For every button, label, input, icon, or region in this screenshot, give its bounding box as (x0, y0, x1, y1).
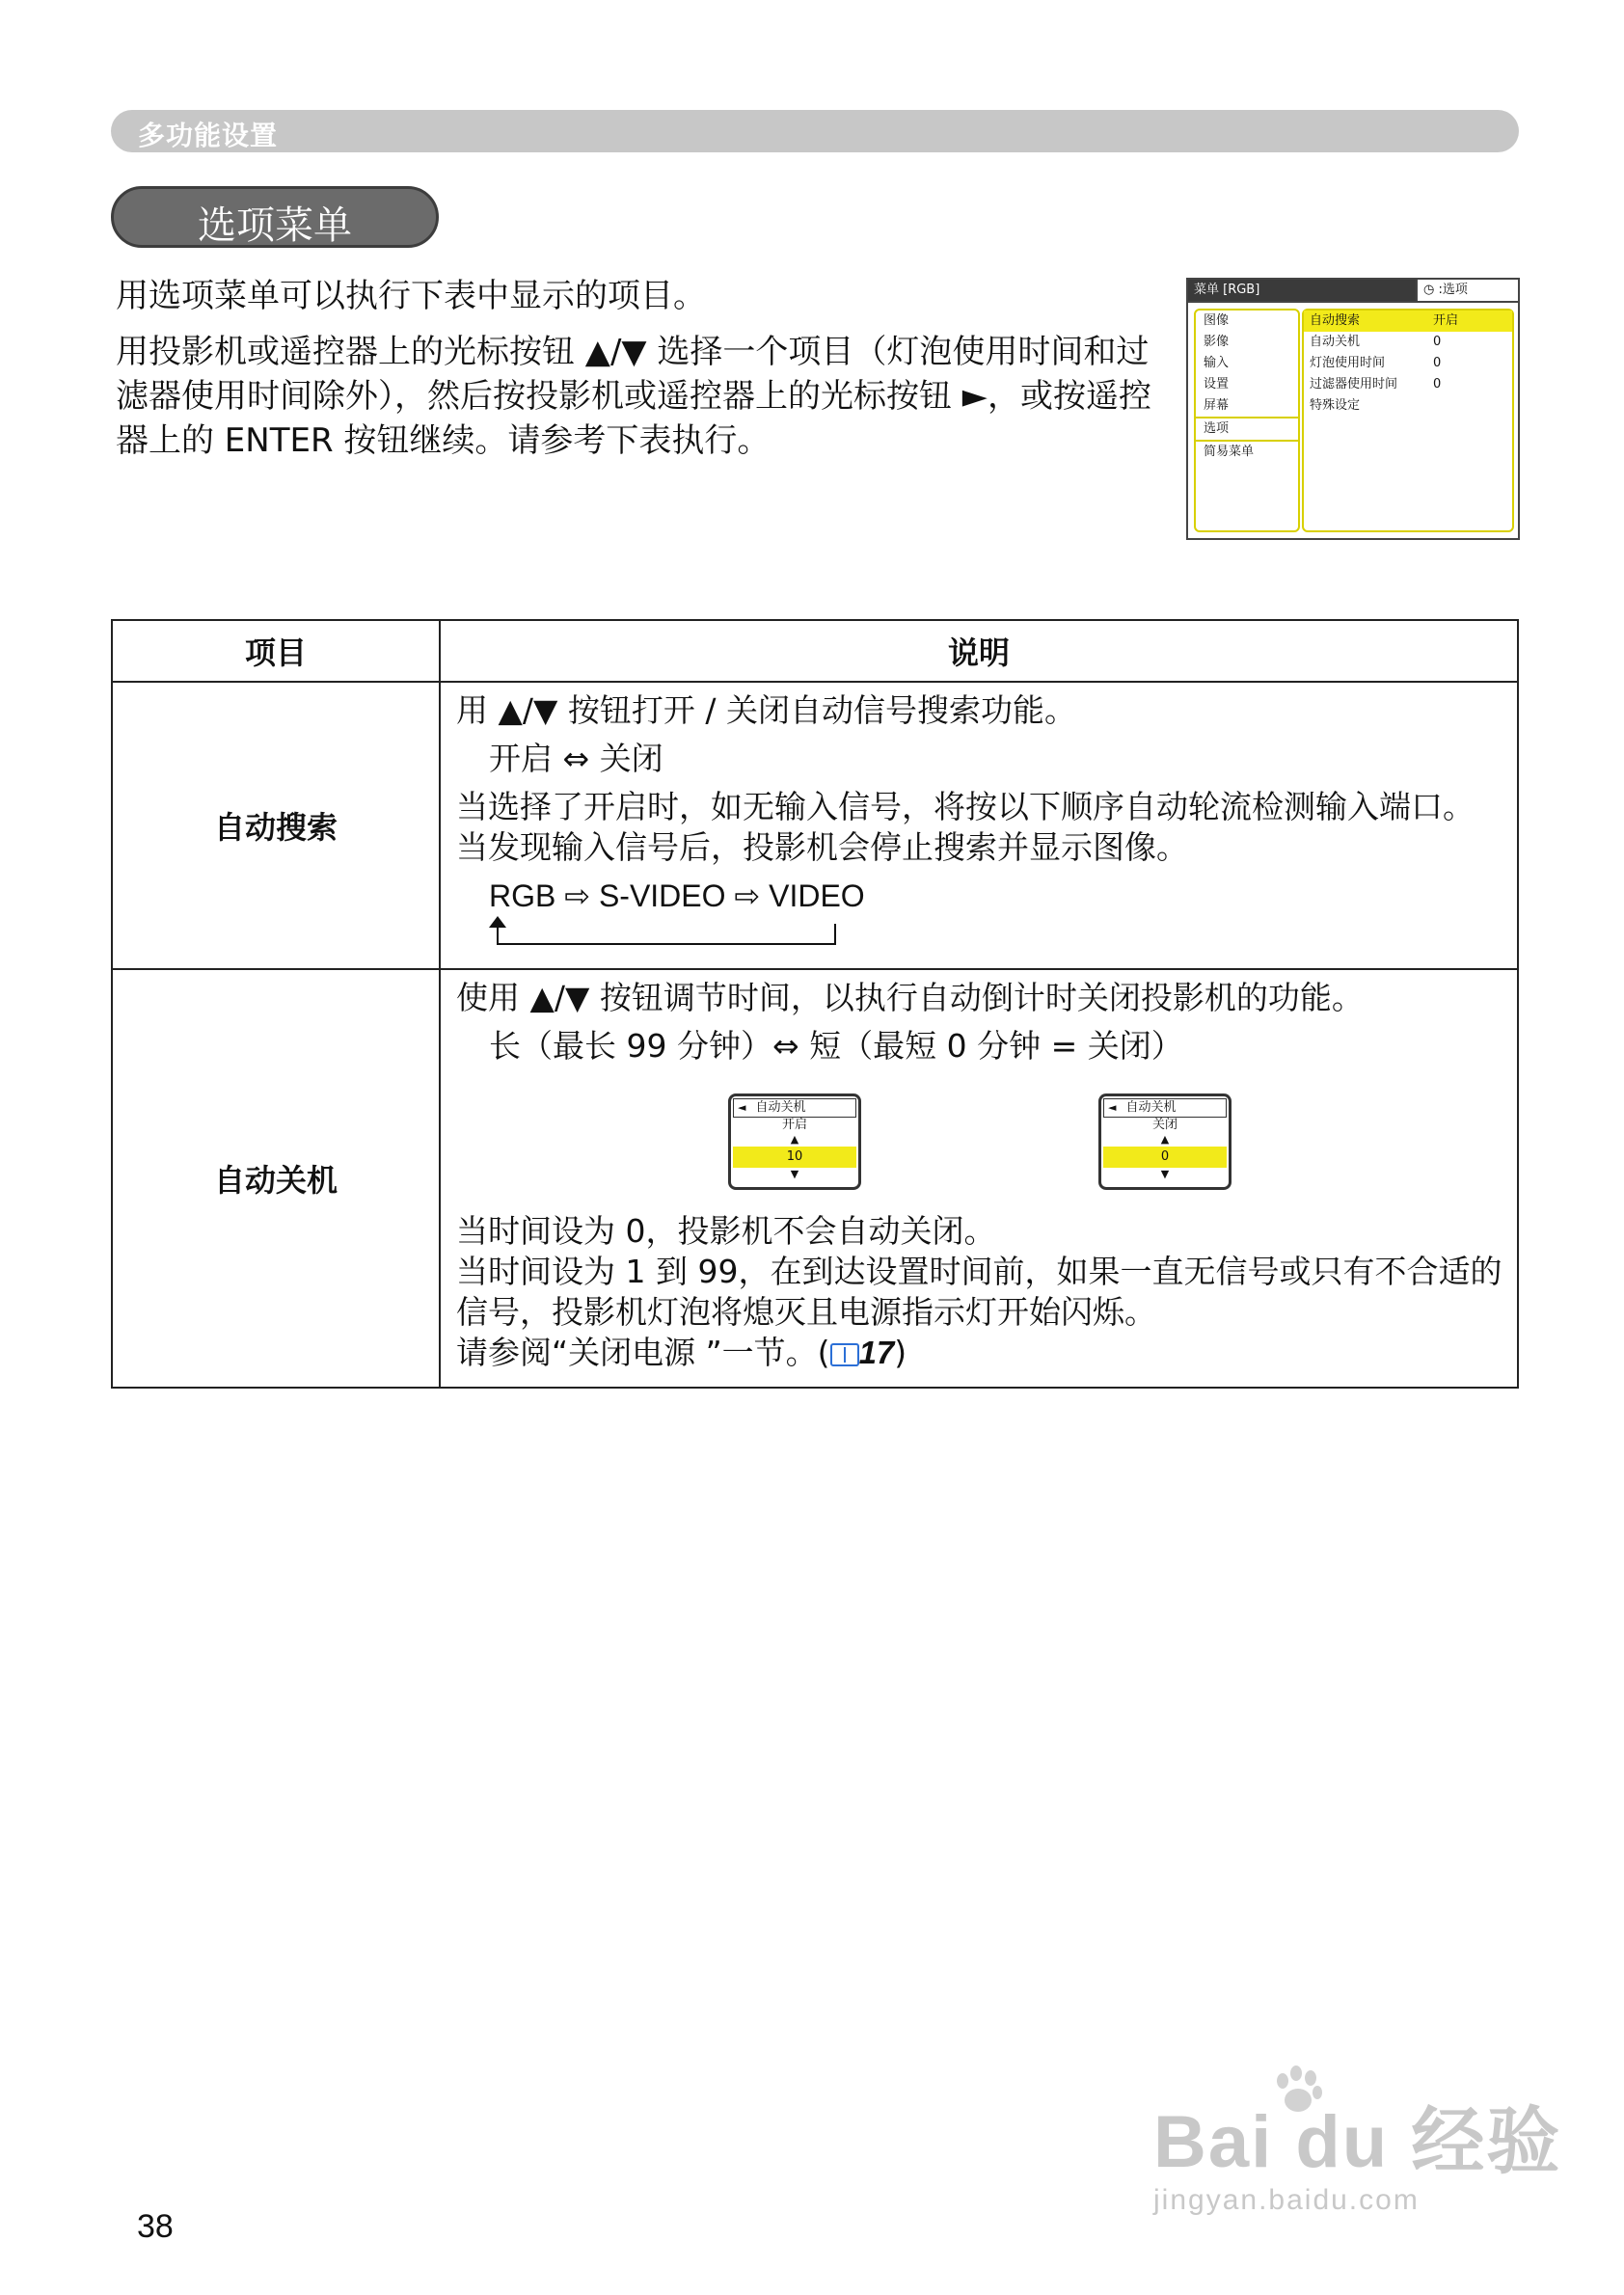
page-title-pill (111, 186, 439, 248)
back-arrow-icon: ◄ (738, 1101, 746, 1114)
osd-option-row: 过滤器使用时间 0 (1310, 377, 1442, 392)
page-title: 选项菜单 (198, 203, 352, 248)
page-number: 38 (137, 2208, 174, 2245)
osd-value: 10 (733, 1147, 856, 1168)
osd-menu-label: 菜单 [RGB] (1188, 280, 1416, 301)
osd-category-item: 输入 (1204, 356, 1230, 370)
page-reference: 17 (858, 1335, 895, 1370)
table-row (112, 969, 1518, 1388)
osd-option-row: 灯泡使用时间 0 (1310, 356, 1442, 370)
desc-note: 当时间设为 1 到 99，在到达设置时间前，如果一直无信号或只有不合适的信号，投影机灯泡将熄灭且电源指示灯开始闪烁。 (456, 1253, 1502, 1331)
back-arrow-icon: ◄ (1108, 1101, 1117, 1114)
column-header-description: 说明 (440, 620, 1518, 682)
book-icon (830, 1343, 859, 1366)
osd-category-item: 设置 (1204, 377, 1230, 392)
loop-back-arrow-icon (489, 916, 836, 949)
watermark-brand: Bai du 经验 (1153, 2101, 1562, 2183)
osd-option-row-highlighted: 自动搜索 开启 (1304, 310, 1512, 332)
osd-value: 0 (1103, 1147, 1227, 1168)
osd-category-item: 屏幕 (1204, 398, 1230, 413)
item-name: 自动搜索 (112, 682, 440, 969)
baidu-watermark (1153, 2083, 1561, 2217)
osd-category-list (1194, 309, 1300, 532)
auto-off-osd-on: ◄ 自动关机 开启 ▲ 10 ▼ (728, 1094, 861, 1190)
auto-off-osd-examples (456, 1094, 1503, 1190)
osd-header (1188, 280, 1518, 303)
table-header-row (112, 620, 1518, 682)
options-table (111, 619, 1519, 1389)
intro-paragraph-2: 用投影机或遥控器上的光标按钮 ▲/▼ 选择一个项目（灯泡使用时间和过滤器使用时间除外），然后按投影机或遥控器上的光标按钮 ►，或按遥控器上的 ENTER 按钮继续。请参考下表执行。 (116, 333, 1151, 460)
osd-option-row: 特殊设定 (1310, 398, 1361, 413)
item-name: 自动关机 (112, 969, 440, 1388)
search-sequence: RGB ⇨ S-VIDEO ⇨ VIDEO (489, 878, 865, 913)
desc-line: 使用 ▲/▼ 按钮调节时间，以执行自动倒计时关闭投影机的功能。 (456, 979, 1364, 1016)
section-title: 多功能设置 (138, 120, 279, 151)
up-arrow-icon: ▲ (1160, 1133, 1170, 1146)
intro-paragraph-1: 用选项菜单可以执行下表中显示的项目。 (116, 277, 706, 315)
desc-toggle-values: 开启 ⇔ 关闭 (489, 740, 663, 777)
osd-category-item: 简易菜单 (1204, 445, 1255, 459)
watermark-url: jingyan.baidu.com (1153, 2184, 1420, 2216)
desc-note: 当时间设为 0，投影机不会自动关闭。 (456, 1212, 996, 1250)
osd-tab-label: ◷ :选项 (1416, 280, 1518, 301)
osd-category-item: 图像 (1204, 313, 1230, 328)
osd-option-row: 自动关机 0 (1310, 335, 1442, 349)
osd-category-item-selected: 选项 (1196, 417, 1298, 442)
desc-line: 当选择了开启时，如无输入信号，将按以下顺序自动轮流检测输入端口。当发现输入信号后，投影机会停止搜索并显示图像。 (456, 788, 1475, 866)
section-header-bar (111, 110, 1519, 152)
up-arrow-icon: ▲ (790, 1133, 799, 1146)
down-arrow-icon: ▼ (790, 1168, 799, 1180)
desc-range-values: 长（最长 99 分钟）⇔ 短（最短 0 分钟 = 关闭） (489, 1027, 1183, 1065)
item-description (440, 682, 1518, 969)
item-description (440, 969, 1518, 1388)
auto-off-osd-off: ◄ 自动关机 关闭 ▲ 0 ▼ (1098, 1094, 1232, 1190)
table-row (112, 682, 1518, 969)
down-arrow-icon: ▼ (1160, 1168, 1170, 1180)
osd-option-list (1302, 309, 1514, 532)
desc-note-reference: 请参阅“关闭电源 ”一节。( 17) (456, 1334, 907, 1371)
options-menu-screenshot (1186, 278, 1520, 540)
column-header-item: 项目 (112, 620, 440, 682)
desc-line: 用 ▲/▼ 按钮打开 / 关闭自动信号搜索功能。 (456, 691, 1076, 729)
osd-category-item: 影像 (1204, 335, 1230, 349)
